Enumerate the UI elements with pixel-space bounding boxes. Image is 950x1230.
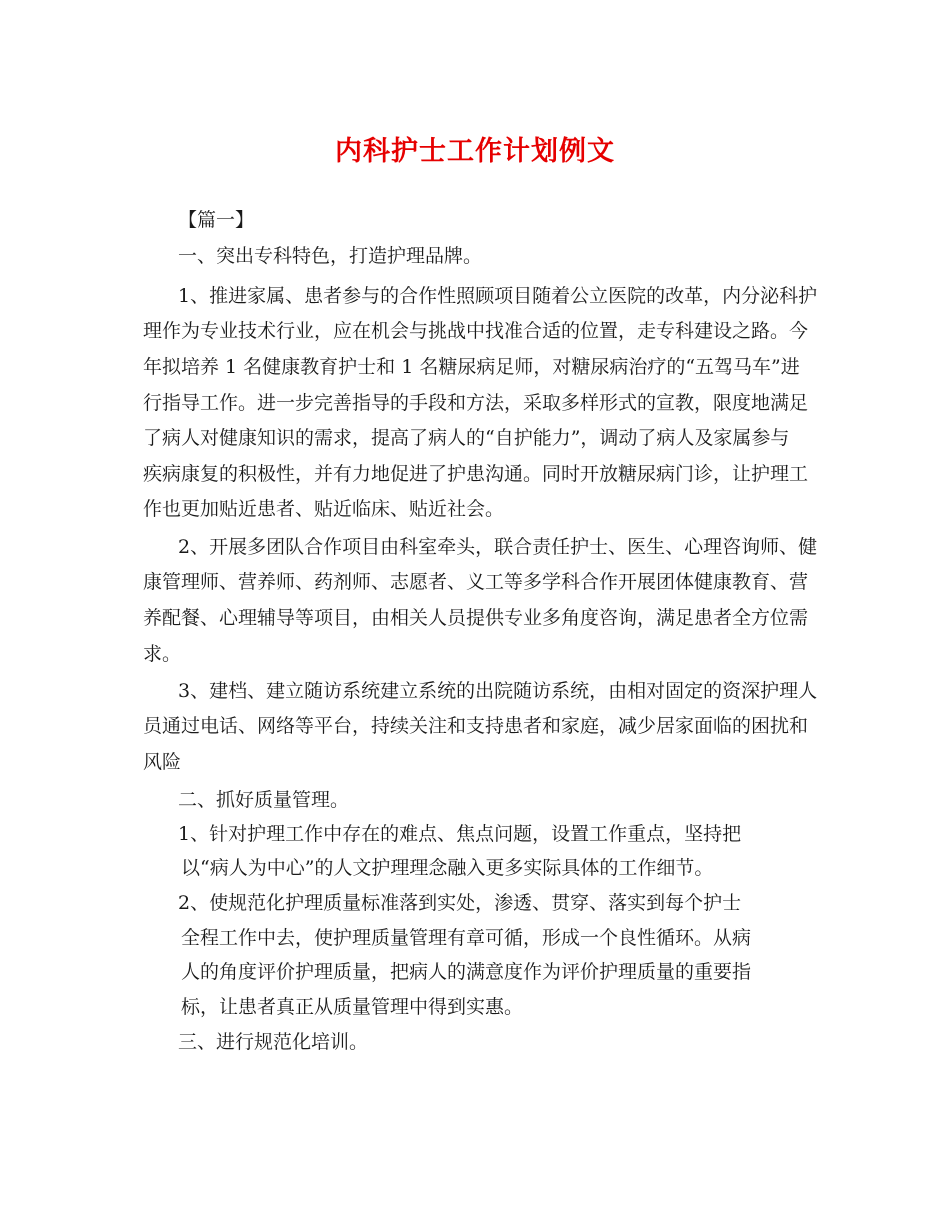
- paragraph-line: 求。: [143, 643, 182, 665]
- heading-1: 一、突出专科特色，打造护理品牌。: [178, 245, 483, 267]
- paragraph-line: 理作为专业技术行业，应在机会与挑战中找准合适的位置，走专科建设之路。今: [143, 320, 809, 342]
- paragraph-line: 人的角度评价护理质量，把病人的满意度作为评价护理质量的重要指: [181, 961, 752, 983]
- heading-2: 二、抓好质量管理。: [178, 789, 350, 811]
- paragraph-line: 1、针对护理工作中存在的难点、焦点问题，设置工作重点，坚持把: [178, 823, 742, 845]
- paragraph-line: 了病人对健康知识的需求，提高了病人的“自护能力”，调动了病人及家属参与: [143, 427, 790, 449]
- paragraph-line: 养配餐、心理辅导等项目，由相关人员提供专业多角度咨询，满足患者全方位需: [143, 607, 809, 629]
- paragraph-line: 年拟培养 1 名健康教育护士和 1 名糖尿病足师，对糖尿病治疗的“五驾马车”进: [143, 356, 800, 378]
- paragraph-line: 康管理师、营养师、药剂师、志愿者、义工等多学科合作开展团体健康教育、营: [143, 571, 809, 593]
- paragraph-line: 2、使规范化护理质量标准落到实处，渗透、贯穿、落实到每个护士: [178, 892, 742, 914]
- paragraph-line: 2、开展多团队合作项目由科室牵头，联合责任护士、医生、心理咨询师、健: [178, 536, 818, 558]
- paragraph-line: 标，让患者真正从质量管理中得到实惠。: [181, 996, 524, 1018]
- paragraph-line: 行指导工作。进一步完善指导的手段和方法，采取多样形式的宣教，限度地满足: [143, 392, 809, 414]
- paragraph-line: 疾病康复的积极性，并有力地促进了护患沟通。同时开放糖尿病门诊，让护理工: [143, 463, 809, 485]
- paragraph-line: 3、建档、建立随访系统建立系统的出院随访系统，由相对固定的资深护理人: [178, 680, 818, 702]
- paragraph-line: 员通过电话、网络等平台，持续关注和支持患者和家庭，减少居家面临的困扰和: [143, 715, 809, 737]
- paragraph-line: 以“病人为中心”的人文护理理念融入更多实际具体的工作细节。: [181, 857, 714, 879]
- paragraph-line: 作也更加贴近患者、贴近临床、贴近社会。: [143, 498, 505, 520]
- heading-3: 三、进行规范化培训。: [178, 1031, 369, 1053]
- paragraph-line: 1、推进家属、患者参与的合作性照顾项目随着公立医院的改革，内分泌科护: [178, 285, 818, 307]
- paragraph-line: 风险: [143, 751, 182, 773]
- document-title: 内科护士工作计划例文: [335, 136, 615, 167]
- section-label: 【篇一】: [178, 209, 255, 231]
- paragraph-line: 全程工作中去，使护理质量管理有章可循，形成一个良性循环。从病: [181, 927, 752, 949]
